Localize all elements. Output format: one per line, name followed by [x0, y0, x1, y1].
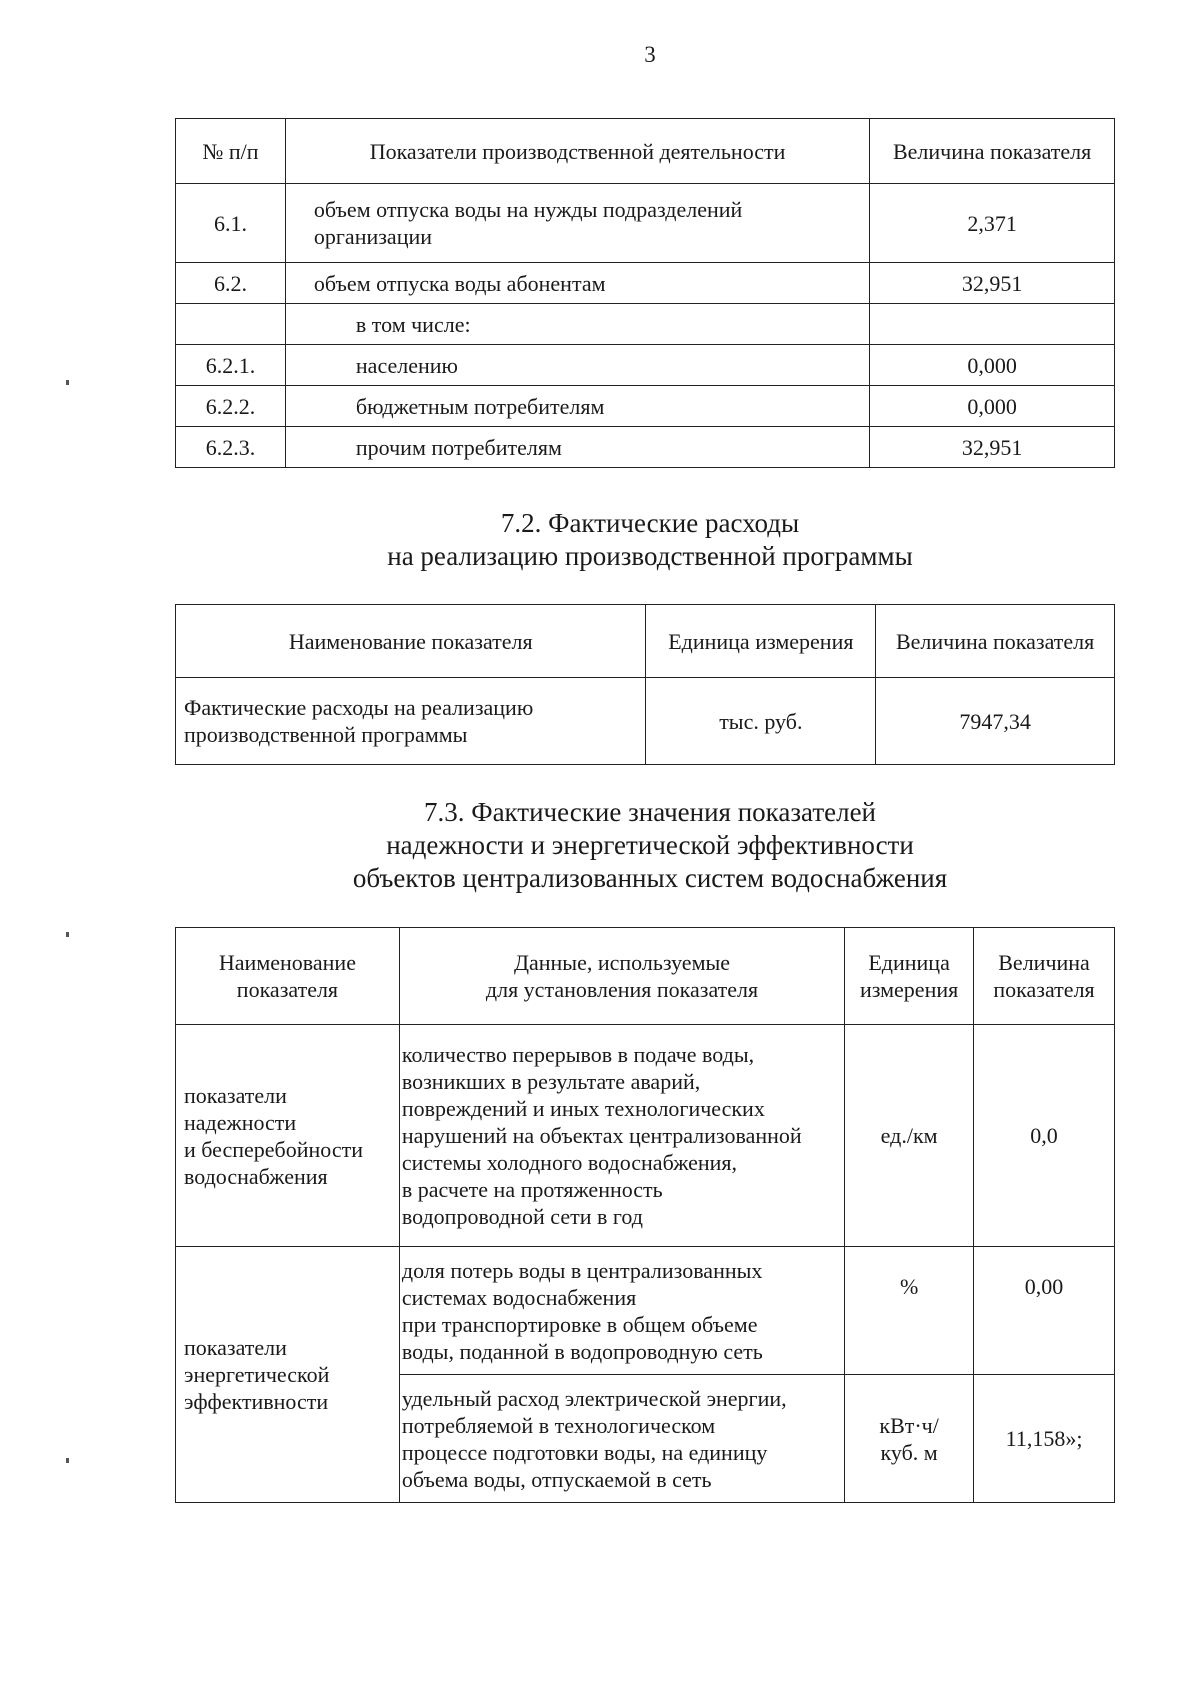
row-value: 0,00 [974, 1247, 1115, 1375]
header-unit [845, 928, 974, 1025]
reliability-efficiency-table [175, 927, 1115, 1503]
table-header-row [176, 119, 1115, 184]
table-row [176, 427, 1115, 468]
table-row [176, 345, 1115, 386]
group-name-line: и бесперебойности [184, 1136, 363, 1162]
row-name [176, 678, 646, 765]
group-name-line: показатели [184, 1082, 287, 1108]
table-row [176, 678, 1115, 765]
row-unit: % [845, 1247, 974, 1375]
row-value: 11,158»; [974, 1375, 1115, 1503]
table-row [176, 1247, 1115, 1375]
unit-line: кВт·ч/ [879, 1412, 939, 1438]
table-row [176, 184, 1115, 263]
group-name-line: эффективности [184, 1389, 329, 1414]
indicator-group-reliability [176, 1025, 400, 1247]
row-value: 0,0 [974, 1025, 1115, 1247]
section-7-2-title [0, 507, 1200, 573]
table-header-row [176, 928, 1115, 1025]
section-title-line: объектов централизованных систем водоснабжения [352, 863, 948, 893]
table-row [176, 304, 1115, 345]
row-unit: ед./км [845, 1025, 974, 1247]
row-number: 6.2.1. [176, 345, 286, 386]
row-unit [845, 1375, 974, 1503]
section-7-3-title [0, 796, 1200, 895]
table-row [176, 1025, 1115, 1247]
header-line: Единица [868, 950, 950, 975]
scan-mark [66, 932, 69, 937]
page-number: 3 [644, 42, 656, 67]
row-value: 0,000 [870, 345, 1115, 386]
data-line: возникших в результате аварий, [401, 1069, 701, 1094]
actual-expenses-table [175, 604, 1115, 765]
data-line: повреждений и иных технологических [401, 1096, 765, 1121]
section-title-line: надежности и энергетической эффективности [386, 830, 914, 860]
row-data [399, 1247, 844, 1375]
data-line: водопроводной сети в год [401, 1204, 643, 1229]
section-title-line: на реализацию производственной программы [387, 541, 913, 571]
row-label: объем отпуска воды на нужды подразделений организации [285, 184, 869, 263]
header-line: измерения [859, 977, 959, 1002]
row-number: 6.2.2. [176, 386, 286, 427]
data-line: системах водоснабжения [401, 1284, 637, 1310]
row-value: 32,951 [870, 263, 1115, 304]
row-value: 0,000 [870, 386, 1115, 427]
data-line: удельный расход электрической энергии, [401, 1385, 787, 1411]
row-number: 6.1. [176, 184, 286, 263]
header-line: Данные, используемые [513, 950, 731, 975]
row-label: бюджетным потребителям [285, 386, 869, 427]
header-name: Наименование показателя [176, 605, 646, 678]
row-value: 32,951 [870, 427, 1115, 468]
table-header-row [176, 605, 1115, 678]
indicator-group-efficiency [176, 1247, 400, 1503]
header-unit: Единица измерения [646, 605, 876, 678]
header-line: показателя [236, 977, 339, 1002]
row-label: прочим потребителям [285, 427, 869, 468]
row-number [176, 304, 286, 345]
row-label: объем отпуска воды абонентам [285, 263, 869, 304]
header-data [399, 928, 844, 1025]
production-indicators-table [175, 118, 1115, 468]
unit-line: куб. м [880, 1439, 938, 1465]
section-title-line: 7.3. Фактические значения показателей [423, 797, 877, 827]
data-line: объема воды, отпускаемой в сеть [401, 1466, 712, 1492]
table-row [176, 263, 1115, 304]
header-value: Величина показателя [876, 605, 1115, 678]
header-name [176, 928, 400, 1025]
row-name-line: Фактические расходы на реализацию [184, 695, 534, 720]
row-label: в том числе: [285, 304, 869, 345]
row-value: 2,371 [870, 184, 1115, 263]
row-data [399, 1375, 844, 1503]
data-line: в расчете на протяженность [401, 1177, 663, 1202]
data-line: процессе подготовки воды, на единицу [401, 1439, 768, 1465]
data-line: потребляемой в технологическом [401, 1412, 716, 1438]
header-line: Наименование [218, 950, 356, 975]
row-value: 7947,34 [876, 678, 1115, 765]
row-value [870, 304, 1115, 345]
header-value: Величина показателя [870, 119, 1115, 184]
data-line: воды, поданной в водопроводную сеть [401, 1338, 763, 1364]
data-line: при транспортировке в общем объеме [401, 1311, 758, 1337]
row-unit: тыс. руб. [646, 678, 876, 765]
data-line: доля потерь воды в централизованных [401, 1257, 763, 1283]
header-number: № п/п [176, 119, 286, 184]
header-line: показателя [993, 977, 1095, 1002]
header-line: Величина [998, 950, 1090, 975]
row-label: населению [285, 345, 869, 386]
section-title-line: 7.2. Фактические расходы [500, 508, 800, 538]
data-line: количество перерывов в подаче воды, [401, 1042, 755, 1067]
header-indicator: Показатели производственной деятельности [285, 119, 869, 184]
group-name-line: надежности [184, 1109, 297, 1135]
row-number: 6.2. [176, 263, 286, 304]
data-line: системы холодного водоснабжения, [401, 1150, 738, 1175]
group-name-line: водоснабжения [184, 1163, 328, 1189]
group-name-line: показатели [184, 1335, 287, 1360]
table-row [176, 386, 1115, 427]
row-name-line: производственной программы [184, 722, 468, 747]
header-value [974, 928, 1115, 1025]
scan-mark [66, 1458, 69, 1463]
group-name-line: энергетической [184, 1362, 330, 1387]
data-line: нарушений на объектах централизованной [401, 1123, 802, 1148]
scan-mark [66, 380, 69, 385]
row-data [399, 1025, 844, 1247]
row-number: 6.2.3. [176, 427, 286, 468]
header-line: для установления показателя [485, 977, 759, 1002]
